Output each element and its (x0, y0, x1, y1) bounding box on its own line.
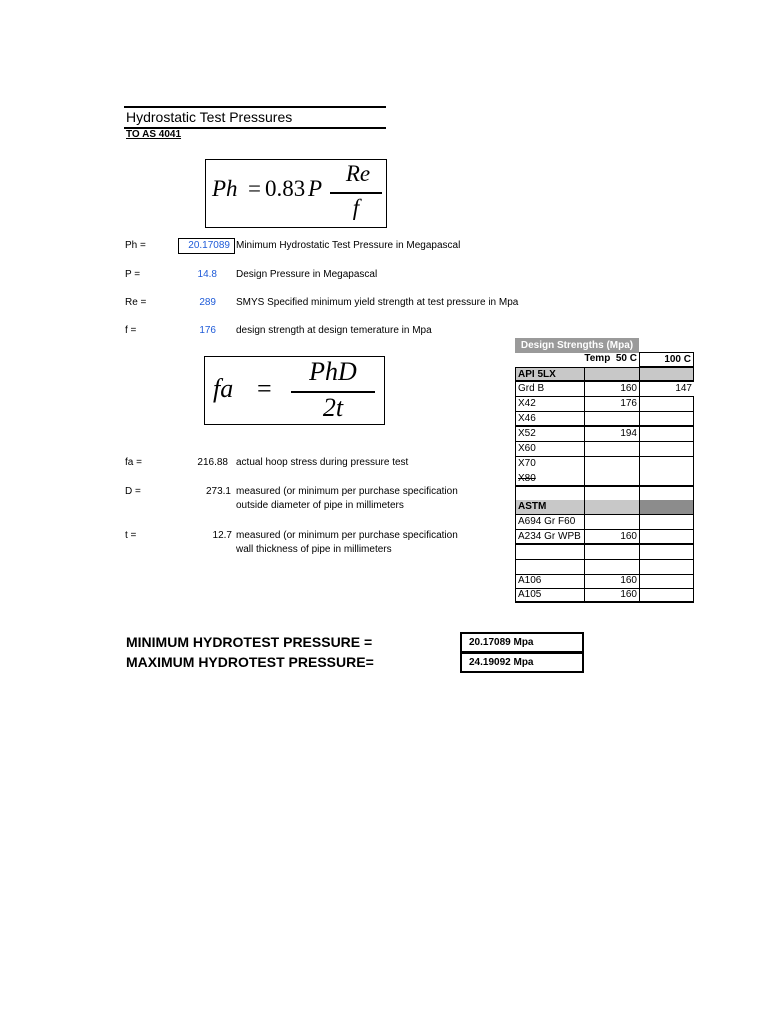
table-row-v2 (639, 442, 694, 457)
calc-fa-desc: actual hoop stress during pressure test (236, 457, 409, 468)
table-row-v2 (639, 574, 694, 589)
table-row-v2 (639, 530, 694, 545)
table-row (515, 574, 694, 589)
formula-ph-p: P (308, 176, 323, 201)
table-row-v2 (639, 500, 694, 515)
table-row (515, 515, 694, 530)
table-row-name: X42 (515, 397, 584, 412)
param-ph-desc: Minimum Hydrostatic Test Pressure in Megapascal (236, 240, 461, 251)
table-header-temp-label: Temp (584, 353, 611, 364)
table-row-v2 (639, 427, 694, 442)
table-row (515, 588, 694, 603)
formula-ph-numerator: Re (345, 161, 371, 186)
table-row (515, 472, 694, 487)
table-row-name: API 5LX (515, 367, 584, 382)
table-row (515, 530, 694, 545)
table-row-v2 (639, 588, 694, 603)
table-row-v1 (584, 367, 639, 382)
min-pressure-value: 20.17089 Mpa (460, 632, 584, 653)
table-row (515, 367, 694, 382)
table-row-v1 (584, 472, 639, 487)
table-row (515, 442, 694, 457)
table-row-v2 (639, 515, 694, 530)
calc-fa-value: 216.88 (197, 457, 228, 468)
formula-fa-eq: = (257, 374, 272, 403)
table-row (515, 545, 694, 560)
formula-ph-denominator: f (352, 195, 360, 220)
table-row-v2 (639, 545, 694, 560)
page-title: Hydrostatic Test Pressures (126, 109, 293, 125)
formula-ph-coef: 0.83 (265, 176, 306, 201)
table-row-name (515, 545, 584, 560)
table-row-name: X60 (515, 442, 584, 457)
table-row-v2 (639, 412, 694, 427)
table-row (515, 500, 694, 515)
table-row-v1: 160 (584, 588, 639, 603)
table-header-row (515, 352, 694, 367)
table-row-v1 (584, 545, 639, 560)
table-row-v1 (584, 412, 639, 427)
max-pressure-value: 24.19092 Mpa (460, 652, 584, 673)
table-row-v1: 160 (584, 382, 639, 397)
table-row (515, 412, 694, 427)
calc-d-desc-2: outside diameter of pipe in millimeters (236, 500, 404, 511)
table-row-v1: 194 (584, 427, 639, 442)
table-row-name: X70 (515, 457, 584, 472)
table-row-name: Grd B (515, 382, 584, 397)
table-row-v2 (639, 397, 694, 412)
table-row-v1 (584, 500, 639, 515)
calc-d-value: 273.1 (205, 486, 231, 497)
formula-ph-lhs: Ph (212, 176, 238, 201)
table-row (515, 560, 694, 575)
table-row (515, 427, 694, 442)
table-row-v2: 147 (639, 382, 694, 397)
table-row-v1 (584, 515, 639, 530)
table-row-v1 (584, 560, 639, 575)
formula-fa-denominator: 2t (322, 393, 344, 422)
table-row-name (515, 560, 584, 575)
param-re-label: Re = (125, 297, 147, 308)
formula-ph-box (205, 159, 387, 228)
calc-t-desc: measured (or minimum per purchase specification (236, 530, 458, 541)
max-pressure-label: MAXIMUM HYDROTEST PRESSURE= (126, 654, 374, 670)
param-re-value: 289 (199, 297, 216, 308)
table-row-name: A694 Gr F60 (515, 515, 584, 530)
param-p-desc: Design Pressure in Megapascal (236, 269, 378, 280)
table-row-v1 (584, 457, 639, 472)
param-f-value: 176 (199, 325, 216, 336)
formula-fa-numerator: PhD (309, 357, 357, 386)
param-f-label: f = (125, 325, 137, 336)
table-row-name: A105 (515, 588, 584, 603)
table-row-v2 (639, 367, 694, 382)
table-row-v2 (639, 472, 694, 487)
page-subtitle: TO AS 4041 (126, 129, 182, 140)
table-row-name: ASTM (515, 500, 584, 515)
param-ph-value: 20.17089 (188, 240, 230, 251)
table-row-name: A106 (515, 574, 584, 589)
table-row-v2 (639, 457, 694, 472)
table-row (515, 457, 694, 472)
table-row-name: X80 (515, 472, 584, 487)
param-f-desc: design strength at design temerature in Mpa (236, 325, 432, 336)
table-row-v1 (584, 442, 639, 457)
calc-fa-label: fa = (125, 457, 142, 468)
table-header-col2: 100 C (639, 352, 694, 367)
table-row-v1: 160 (584, 574, 639, 589)
calc-t-value: 12.7 (212, 530, 232, 541)
table-header-col1: 50 C (615, 353, 637, 364)
param-p-label: P = (125, 269, 141, 280)
table-row-v1: 176 (584, 397, 639, 412)
table-row-name: A234 Gr WPB (515, 530, 584, 545)
table-row-name: X46 (515, 412, 584, 427)
param-ph-label: Ph = (125, 240, 146, 251)
formula-ph-fraction-bar (330, 192, 382, 194)
formula-fa-box (204, 356, 385, 425)
formula-ph-eq: = (248, 176, 261, 201)
table-row-v2 (639, 560, 694, 575)
param-re-desc: SMYS Specified minimum yield strength at test pressure in Mpa (236, 297, 519, 308)
calc-t-label: t = (125, 530, 137, 541)
calc-d-label: D = (125, 486, 141, 497)
table-row-name: X52 (515, 427, 584, 442)
table-row (515, 397, 694, 412)
table-row-v1: 160 (584, 530, 639, 545)
calc-d-desc: measured (or minimum per purchase specification (236, 486, 458, 497)
design-strength-table-title: Design Strengths (Mpa) (515, 338, 639, 353)
formula-fa-lhs: fa (213, 374, 234, 403)
table-row (515, 382, 694, 397)
min-pressure-label: MINIMUM HYDROTEST PRESSURE = (126, 634, 373, 650)
param-p-value: 14.8 (197, 269, 217, 280)
table-header-temp (555, 352, 639, 367)
calc-t-desc-2: wall thickness of pipe in millimeters (236, 544, 392, 555)
title-top-rule (124, 106, 386, 108)
